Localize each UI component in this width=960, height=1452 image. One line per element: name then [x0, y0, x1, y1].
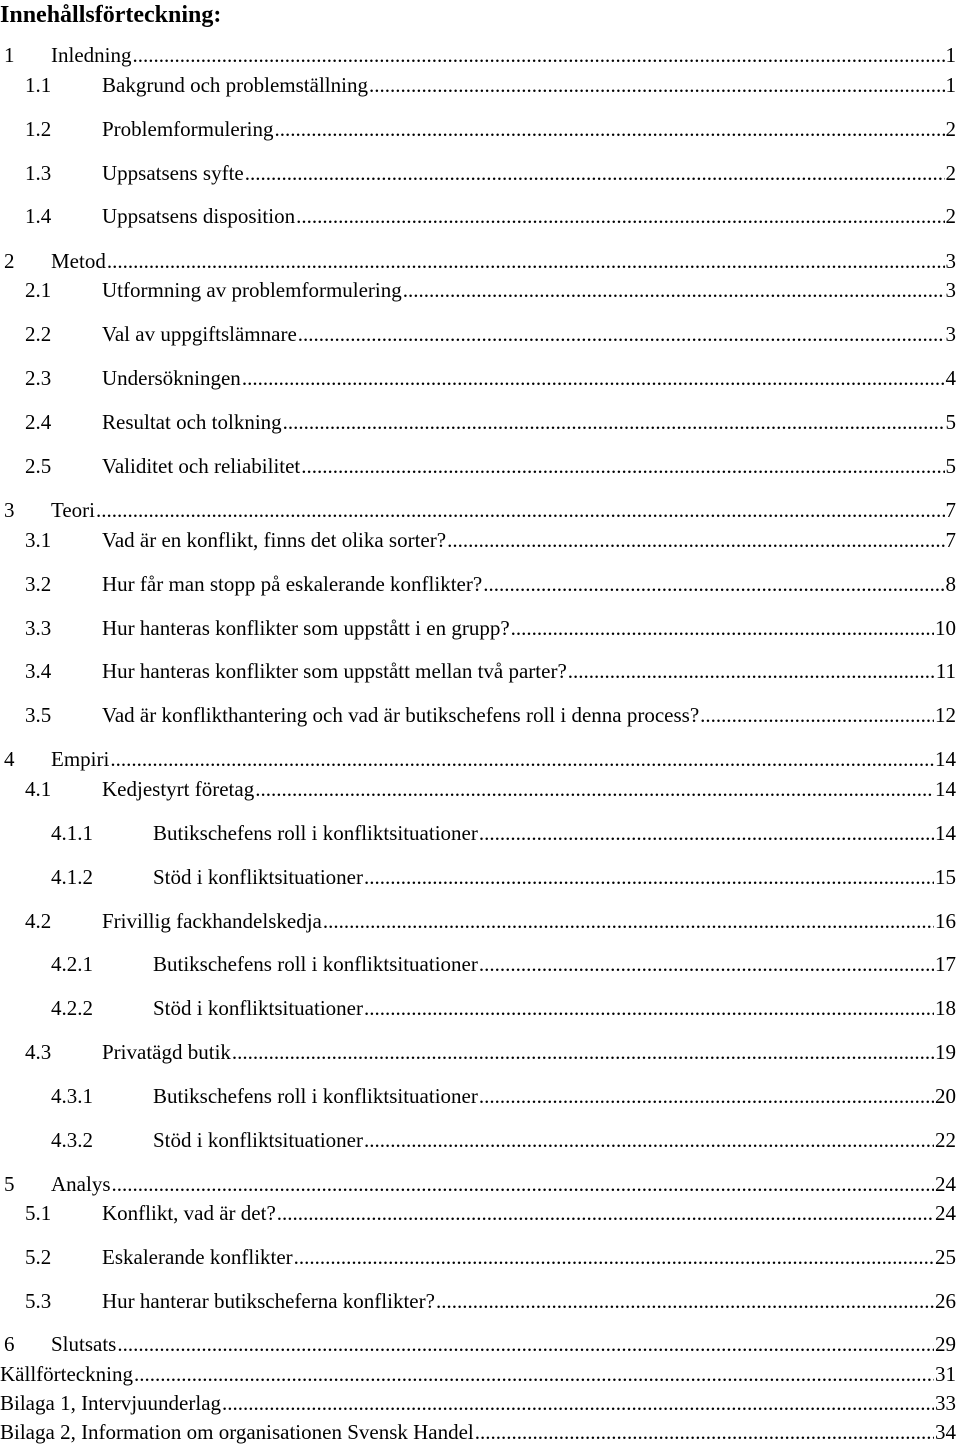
toc-entry-number: 4.1.1 [51, 821, 93, 845]
toc-entry-page: 20 [935, 1084, 956, 1108]
dot-leader [298, 321, 945, 347]
toc-entry[interactable] [0, 702, 960, 728]
toc-entry-page: 4 [945, 366, 956, 390]
dot-leader [479, 820, 934, 846]
dot-leader [700, 702, 934, 728]
toc-entry-label: Slutsats [51, 1332, 117, 1356]
toc-entry[interactable] [0, 277, 960, 303]
toc-entry-page: 5 [945, 410, 956, 434]
toc-entry[interactable] [0, 497, 960, 523]
toc-entry[interactable] [0, 1244, 960, 1270]
toc-entry-number: 4.3.2 [51, 1128, 93, 1152]
toc-entry-label: Konflikt, vad är det? [102, 1201, 276, 1225]
toc-entry-page: 7 [945, 528, 956, 552]
toc-entry-label: Resultat och tolkning [102, 410, 282, 434]
dot-leader [283, 409, 945, 435]
toc-entry-number: 4.1 [25, 777, 52, 801]
toc-entry-number: 2.2 [25, 322, 52, 346]
dot-leader [296, 203, 944, 229]
dot-leader [112, 1171, 935, 1197]
dot-leader [403, 277, 945, 303]
toc-entry-number: 1.4 [25, 204, 52, 228]
toc-entry-number: 3.3 [25, 616, 52, 640]
toc-entry-label: Teori [51, 498, 96, 522]
toc-entry-number: 1.1 [25, 73, 52, 97]
toc-entry-number: 2.5 [25, 454, 52, 478]
toc-entry-label: Metod [51, 249, 106, 273]
toc-entry-label: Butikschefens roll i konfliktsituationer [153, 821, 478, 845]
toc-entry[interactable] [0, 776, 960, 802]
toc-entry[interactable] [0, 908, 960, 934]
dot-leader [568, 658, 935, 684]
toc-entry-number: 2.3 [25, 366, 52, 390]
toc-entry-page: 10 [935, 616, 956, 640]
toc-entry[interactable] [0, 951, 960, 977]
toc-entry-number: 1.2 [25, 117, 52, 141]
toc-entry[interactable] [0, 658, 960, 684]
toc-entry-label: Inledning [51, 43, 132, 67]
dot-leader [511, 615, 934, 641]
dot-leader [255, 776, 934, 802]
toc-entry-page: 24 [935, 1201, 956, 1225]
toc-entry-page: 19 [935, 1040, 956, 1064]
toc-entry-label: Problemformulering [102, 117, 274, 141]
toc-entry-number: 3 [4, 498, 15, 522]
toc-entry-page: 3 [945, 249, 956, 273]
toc-entry-page: 31 [935, 1362, 956, 1386]
toc-entry[interactable] [0, 571, 960, 597]
toc-entry-number: 3.2 [25, 572, 52, 596]
dot-leader [277, 1200, 934, 1226]
toc-entry-label: Bilaga 2, Information om organisationen Svensk Handel [0, 1420, 474, 1444]
dot-leader [232, 1039, 934, 1065]
dot-leader [479, 951, 934, 977]
toc-entry-page: 1 [945, 73, 956, 97]
toc-entry[interactable] [0, 820, 960, 846]
dot-leader [364, 864, 934, 890]
toc-entry-label: Hur får man stopp på eskalerande konflikter? [102, 572, 483, 596]
toc-entry[interactable] [0, 453, 960, 479]
toc-entry-page: 25 [935, 1245, 956, 1269]
dot-leader [274, 116, 944, 142]
toc-entry-label: Källförteckning [0, 1362, 133, 1386]
toc-entry[interactable] [0, 42, 960, 68]
toc-entry-page: 26 [935, 1289, 956, 1313]
dot-leader [294, 1244, 934, 1270]
toc-entry[interactable] [0, 1419, 960, 1445]
toc-entry-label: Stöd i konfliktsituationer [153, 865, 363, 889]
toc-entry-number: 3.1 [25, 528, 52, 552]
toc-entry[interactable] [0, 1331, 960, 1357]
toc-entry[interactable] [0, 864, 960, 890]
toc-entry-number: 4.2.2 [51, 996, 93, 1020]
toc-entry[interactable] [0, 203, 960, 229]
toc-entry[interactable] [0, 160, 960, 186]
toc-entry-label: Kedjestyrt företag [102, 777, 255, 801]
toc-entry-number: 5.1 [25, 1201, 52, 1225]
toc-entry-page: 7 [945, 498, 956, 522]
toc-entry-page: 22 [935, 1128, 956, 1152]
toc-entry[interactable] [0, 248, 960, 274]
toc-entry-page: 14 [935, 747, 956, 771]
toc-entry[interactable] [0, 365, 960, 391]
dot-leader [110, 746, 934, 772]
toc-entry-label: Hur hanteras konflikter som uppstått mellan två parter? [102, 659, 567, 683]
toc-entry-number: 4.3.1 [51, 1084, 93, 1108]
dot-leader [483, 571, 944, 597]
dot-leader [134, 1361, 934, 1387]
dot-leader [369, 72, 945, 98]
dot-leader [242, 365, 945, 391]
dot-leader [323, 908, 934, 934]
toc-entry[interactable] [0, 746, 960, 772]
toc-entry-number: 4.3 [25, 1040, 52, 1064]
toc-entry-page: 29 [935, 1332, 956, 1356]
dot-leader [245, 160, 945, 186]
toc-entry-page: 15 [935, 865, 956, 889]
toc-entry-page: 2 [945, 204, 956, 228]
toc-entry-number: 2 [4, 249, 15, 273]
toc-entry-label: Val av uppgiftslämnare [102, 322, 297, 346]
toc-entry-page: 11 [935, 659, 956, 683]
toc-entry-label: Hur hanterar butikscheferna konflikter? [102, 1289, 435, 1313]
toc-entry-number: 3.4 [25, 659, 52, 683]
toc-entry-page: 12 [935, 703, 956, 727]
toc-entry-number: 1.3 [25, 161, 52, 185]
toc-entry[interactable] [0, 995, 960, 1021]
toc-entry-page: 8 [945, 572, 956, 596]
toc-entry-label: Frivillig fackhandelskedja [102, 909, 322, 933]
toc-entry[interactable] [0, 1083, 960, 1109]
toc-entry-page: 5 [945, 454, 956, 478]
toc-entry-page: 33 [935, 1391, 956, 1415]
toc-entry[interactable] [0, 1361, 960, 1387]
toc-entry[interactable] [0, 1039, 960, 1065]
toc-entry-page: 14 [935, 821, 956, 845]
toc-entry-label: Uppsatsens disposition [102, 204, 296, 228]
toc-entry-page: 2 [945, 161, 956, 185]
dot-leader [301, 453, 944, 479]
toc-entry-page: 3 [945, 322, 956, 346]
toc-entry-number: 2.4 [25, 410, 52, 434]
toc-entry-label: Privatägd butik [102, 1040, 231, 1064]
toc-entry-number: 4.1.2 [51, 865, 93, 889]
toc-entry-number: 6 [4, 1332, 15, 1356]
toc-entry-label: Bilaga 1, Intervjuunderlag [0, 1391, 222, 1415]
toc-entry-page: 17 [935, 952, 956, 976]
dot-leader [96, 497, 944, 523]
toc-entry[interactable] [0, 72, 960, 98]
toc-entry-page: 16 [935, 909, 956, 933]
toc-entry-label: Eskalerande konflikter [102, 1245, 293, 1269]
toc-entry-number: 5.2 [25, 1245, 52, 1269]
dot-leader [436, 1288, 934, 1314]
toc-entry-number: 4.2.1 [51, 952, 93, 976]
toc-entry-page: 18 [935, 996, 956, 1020]
toc-entry-label: Utformning av problemformulering [102, 278, 402, 302]
dot-leader [475, 1419, 934, 1445]
toc-entry-page: 2 [945, 117, 956, 141]
toc-entry-label: Bakgrund och problemställning [102, 73, 368, 97]
toc-entry-label: Uppsatsens syfte [102, 161, 244, 185]
toc-entry-label: Stöd i konfliktsituationer [153, 1128, 363, 1152]
toc-entry[interactable] [0, 1288, 960, 1314]
toc-entry[interactable] [0, 1171, 960, 1197]
toc-entry-label: Hur hanteras konflikter som uppstått i en grupp? [102, 616, 510, 640]
toc-entry-label: Analys [51, 1172, 111, 1196]
page-title: Innehållsförteckning: [0, 2, 222, 28]
toc-entry-number: 5.3 [25, 1289, 52, 1313]
dot-leader [222, 1390, 934, 1416]
toc-entry-number: 3.5 [25, 703, 52, 727]
toc-entry[interactable] [0, 527, 960, 553]
toc-entry[interactable] [0, 1200, 960, 1226]
dot-leader [364, 995, 934, 1021]
toc-entry-label: Empiri [51, 747, 110, 771]
dot-leader [364, 1127, 934, 1153]
dot-leader [132, 42, 944, 68]
dot-leader [479, 1083, 934, 1109]
toc-entry-page: 3 [945, 278, 956, 302]
toc-entry[interactable] [0, 1390, 960, 1416]
toc-entry-page: 14 [935, 777, 956, 801]
dot-leader [117, 1331, 934, 1357]
toc-entry-label: Butikschefens roll i konfliktsituationer [153, 1084, 478, 1108]
toc-entry-number: 2.1 [25, 278, 52, 302]
toc-entry[interactable] [0, 1127, 960, 1153]
toc-entry-page: 24 [935, 1172, 956, 1196]
toc-entry[interactable] [0, 321, 960, 347]
toc-entry-number: 5 [4, 1172, 15, 1196]
toc-entry-label: Vad är konflikthantering och vad är butikschefens roll i denna process? [102, 703, 700, 727]
dot-leader [107, 248, 945, 274]
toc-entry-label: Stöd i konfliktsituationer [153, 996, 363, 1020]
toc-entry-number: 4.2 [25, 909, 52, 933]
toc-entry-page: 34 [935, 1420, 956, 1444]
toc-entry[interactable] [0, 116, 960, 142]
toc-entry-number: 1 [4, 43, 15, 67]
toc-entry-label: Undersökningen [102, 366, 241, 390]
toc-entry-label: Validitet och reliabilitet [102, 454, 301, 478]
dot-leader [447, 527, 944, 553]
toc-entry-label: Vad är en konflikt, finns det olika sorter? [102, 528, 447, 552]
toc-entry-page: 1 [945, 43, 956, 67]
toc-entry[interactable] [0, 409, 960, 435]
toc-entry-label: Butikschefens roll i konfliktsituationer [153, 952, 478, 976]
toc-entry[interactable] [0, 615, 960, 641]
toc-entry-number: 4 [4, 747, 15, 771]
